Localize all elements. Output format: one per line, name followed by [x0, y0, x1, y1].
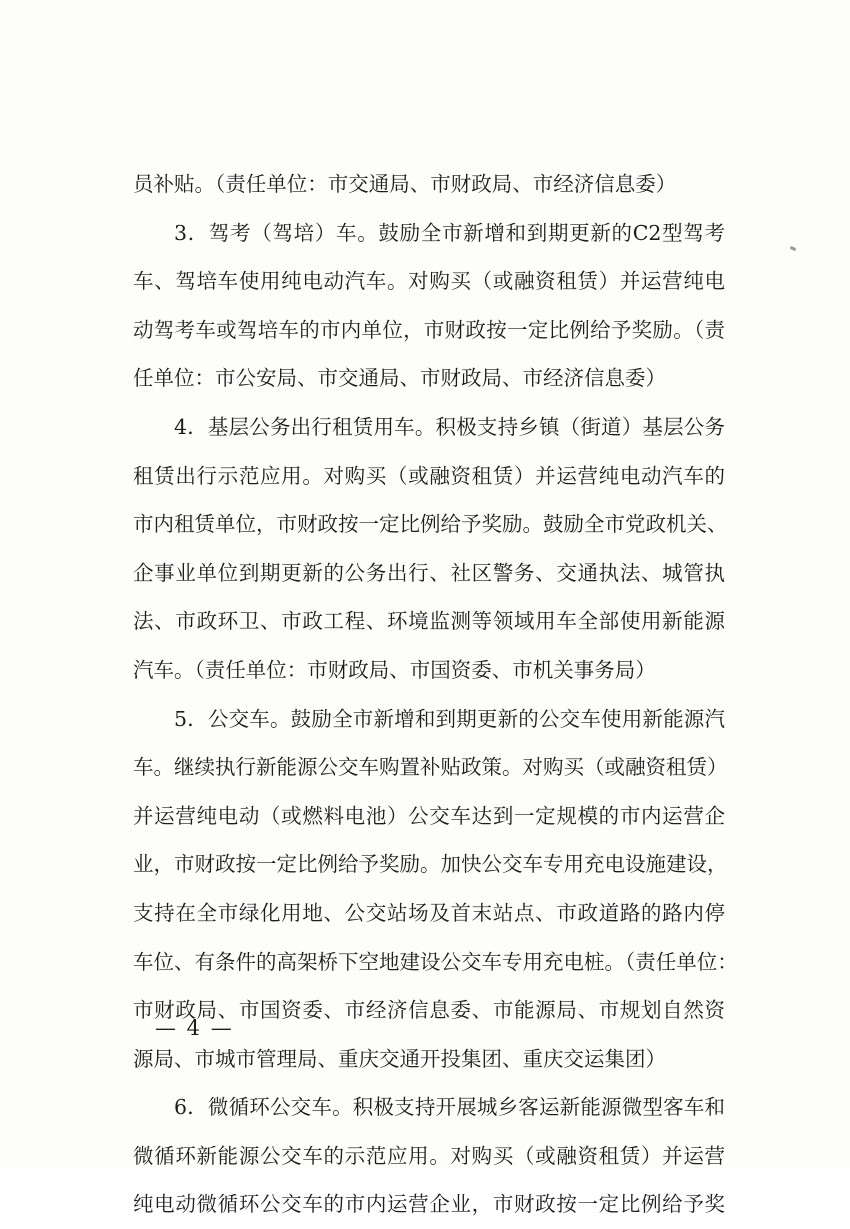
scan-speck: [790, 246, 797, 251]
text-line: 汽车。（责任单位：市财政局、市国资委、市机关事务局）: [133, 657, 656, 682]
text-line: 6．微循环公交车。积极支持开展城乡客运新能源微型客车和: [174, 1095, 725, 1120]
body-text: [133, 160, 738, 1229]
text-line: 微循环新能源公交车的示范应用。对购买（或融资租赁）并运营: [133, 1143, 725, 1168]
text-line: 5．公交车。鼓励全市新增和到期更新的公交车使用新能源汽: [174, 706, 725, 731]
text-line: 任单位：市公安局、市交通局、市财政局、市经济信息委）: [133, 366, 666, 391]
text-line: 动驾考车或驾培车的市内单位，市财政按一定比例给予奖励。（责: [133, 317, 725, 342]
text-line: 4．基层公务出行租赁用车。积极支持乡镇（街道）基层公务: [174, 414, 725, 439]
text-line: 车位、有条件的高架桥下空地建设公交车专用充电桩。（责任单位：: [133, 949, 738, 974]
text-line: 企事业单位到期更新的公务出行、社区警务、交通执法、城管执: [133, 560, 725, 585]
text-line: 纯电动微循环公交车的市内运营企业，市财政按一定比例给予奖: [133, 1192, 725, 1217]
text-line: 并运营纯电动（或燃料电池）公交车达到一定规模的市内运营企: [133, 803, 725, 828]
text-line: 业，市财政按一定比例给予奖励。加快公交车专用充电设施建设，: [133, 852, 728, 877]
text-line: 市内租赁单位，市财政按一定比例给予奖励。鼓励全市党政机关、: [133, 512, 728, 537]
text-line: 源局、市城市管理局、重庆交通开投集团、重庆交运集团）: [133, 1046, 666, 1071]
text-line: 法、市政环卫、市政工程、环境监测等领域用车全部使用新能源: [133, 609, 725, 634]
text-line: 支持在全市绿化用地、公交站场及首末站点、市政道路的路内停: [133, 900, 725, 925]
text-line: 员补贴。（责任单位：市交通局、市财政局、市经济信息委）: [133, 172, 677, 196]
text-line: 车。继续执行新能源公交车购置补贴政策。对购买（或融资租赁）: [133, 755, 728, 780]
text-line: 3．驾考（驾培）车。鼓励全市新增和到期更新的C2型驾考: [174, 220, 725, 245]
text-line: 租赁出行示范应用。对购买（或融资租赁）并运营纯电动汽车的: [133, 463, 725, 488]
text-line: 车、驾培车使用纯电动汽车。对购买（或融资租赁）并运营纯电: [133, 269, 725, 294]
text-line: 市财政局、市国资委、市经济信息委、市能源局、市规划自然资: [133, 998, 725, 1023]
page-number: — 4 —: [155, 1016, 234, 1040]
